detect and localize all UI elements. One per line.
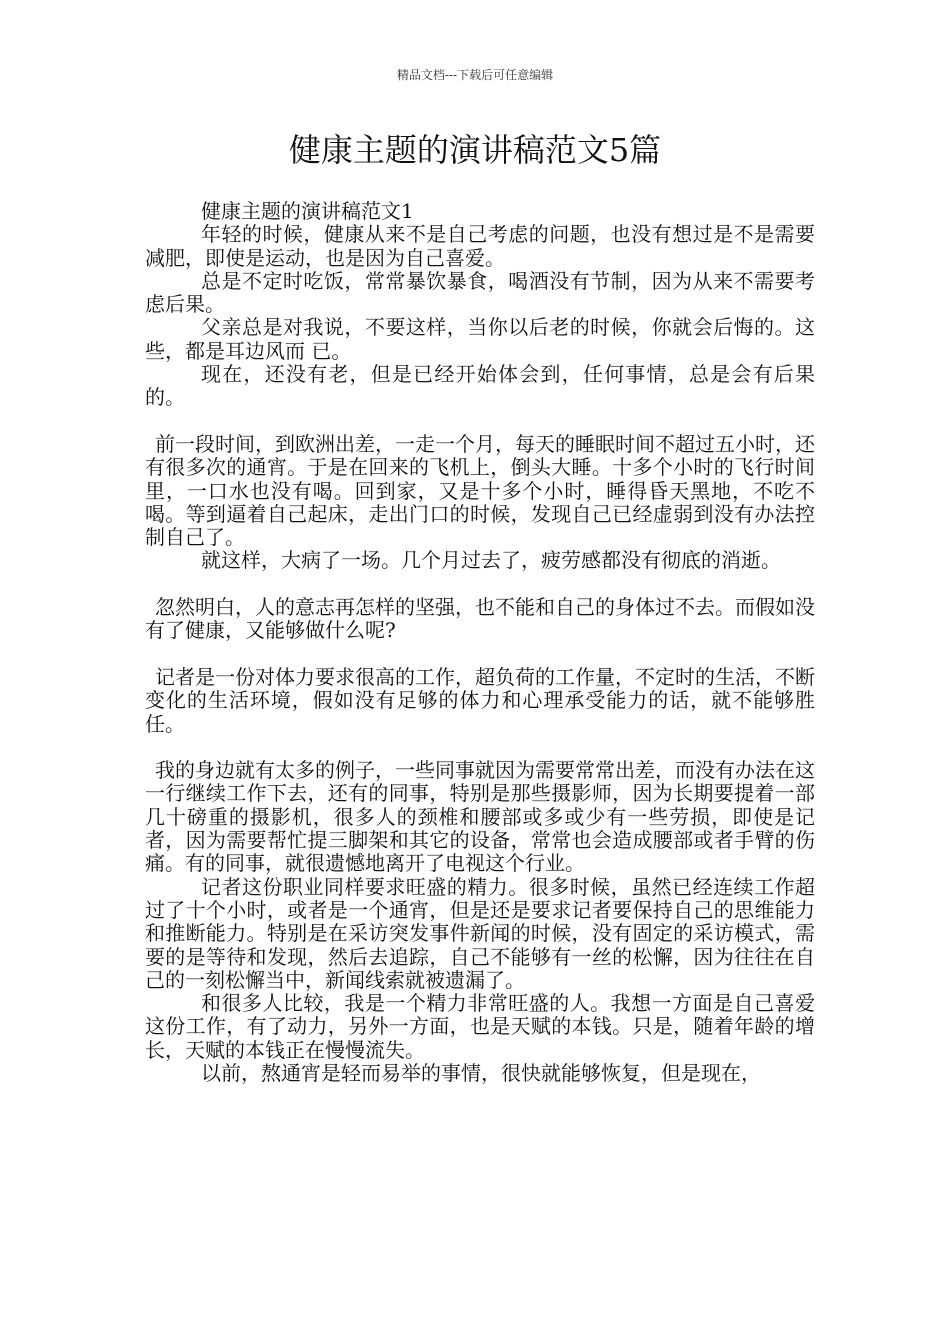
header-note: 精品文档---下载后可任意编辑 (396, 68, 554, 82)
paragraph: 以前，熬通宵是轻而易举的事情，很快就能够恢复，但是现在， (201, 1060, 761, 1085)
paragraph-spacer (145, 573, 815, 596)
paragraph: 和很多人比较，我是一个精力非常旺盛的人。我想一方面是自己喜爱这份工作，有了动力，另外一方面，也是天赋的本钱。只是，随着年龄的增长，天赋的本钱正在慢慢流失。 (145, 991, 815, 1062)
paragraph: 我的身边就有太多的例子，一些同事就因为需要常常出差，而没有办法在这一行继续工作下去，还有的同事，特别是那些摄影师，因为长期要提着一部几十磅重的摄影机，很多人的颈椎和腰部或多或少有一些劳损，即使是记者，因为需要帮忙提三脚架和其它的设备，常常也会造成腰部或者手臂的伤痛。有的同事，就很遗憾地离开了电视这个行业。 (145, 758, 815, 876)
paragraph-spacer (145, 736, 815, 759)
paragraph: 记者这份职业同样要求旺盛的精力。很多时候，虽然已经连续工作超过了十个小时，或者是一个通宵，但是还是要求记者要保持自己的思维能力和推断能力。特别是在采访突发事件新闻的时候，没有固定的采访模式，需要的是等待和发现，然后去追踪，自己不能够有一丝的松懈，因为往往在自己的一刻松懈当中，新闻线索就被遗漏了。 (145, 874, 815, 992)
paragraph: 记者是一份对体力要求很高的工作，超负荷的工作量，不定时的生活，不断变化的生活环境，假如没有足够的体力和心理承受能力的话，就不能够胜任。 (145, 664, 815, 736)
paragraph: 现在，还没有老，但是已经开始体会到，任何事情，总是会有后果的。 (145, 362, 815, 410)
document-title: 健康主题的演讲稿范文5篇 (288, 131, 662, 169)
paragraph: 前一段时间，到欧洲出差，一走一个月，每天的睡眠时间不超过五小时，还有很多次的通宵。于是在回来的飞机上，倒头大睡。十多个小时的飞行时间里，一口水也没有喝。回到家，又是十多个小时，睡得昏天黑地，不吃不喝。等到逼着自己起床，走出门口的时候，发现自己已经虚弱到没有办法控制自己了。 (145, 431, 815, 550)
paragraph-spacer (145, 643, 815, 666)
paragraph: 健康主题的演讲稿范文1 (201, 199, 414, 223)
paragraph: 父亲总是对我说，不要这样，当你以后老的时候，你就会后悔的。这些，都是耳边风而 已。 (145, 315, 815, 363)
paragraph-spacer (145, 410, 815, 433)
paragraph: 总是不定时吃饭，常常暴饮暴食，喝酒没有节制，因为从来不需要考虑后果。 (145, 268, 815, 317)
paragraph: 忽然明白，人的意志再怎样的坚强，也不能和自己的身体过不去。而假如没有了健康，又能够做什么呢? (145, 595, 815, 643)
document-body (145, 200, 815, 1085)
paragraph: 年轻的时候，健康从来不是自己考虑的问题，也没有想过是不是需要减肥，即使是运动，也是因为自己喜爱。 (145, 222, 815, 270)
paragraph: 就这样，大病了一场。几个月过去了，疲劳感都没有彻底的消逝。 (201, 548, 781, 573)
